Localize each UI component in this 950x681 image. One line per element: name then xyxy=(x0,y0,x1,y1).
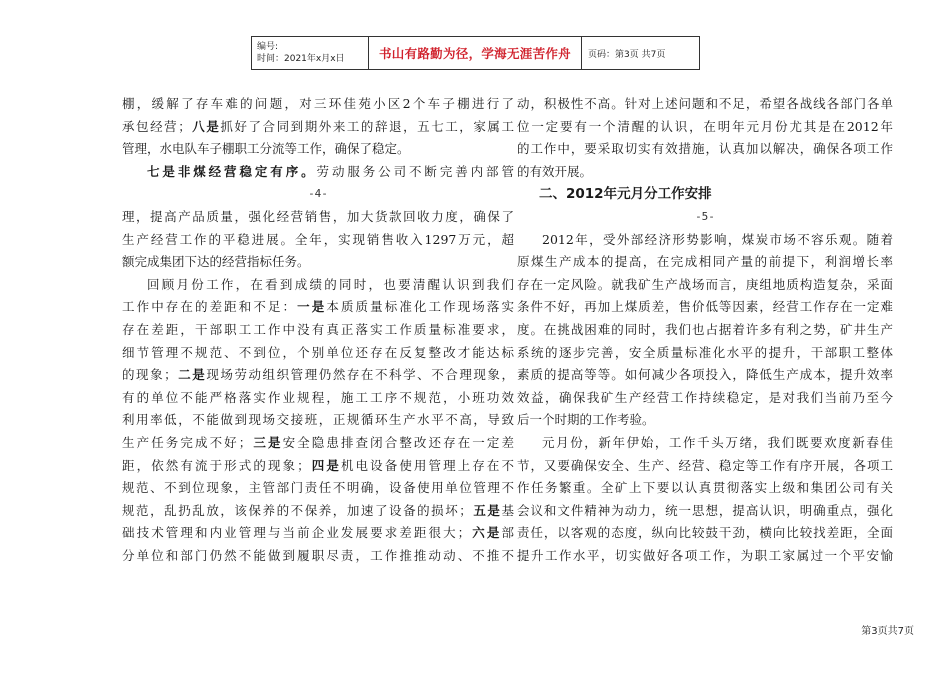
text-line: 会议和文件精神为动力，统一思想，提高认识，明确重点，强化 xyxy=(517,502,893,518)
text-line: 后一个时期的工作考验。 xyxy=(517,412,655,428)
right-text-column xyxy=(517,93,893,567)
text-line: 存在一定风险。就我矿生产战场而言，庚组地质构造复杂，采面 xyxy=(517,276,893,292)
document-header xyxy=(251,36,700,70)
header-motto: 书山有路勤为径，学海无涯苦作舟 xyxy=(369,37,582,69)
text-line: 生产任务完成不好；三是安全隐患排查闭合整改还存在一定差 xyxy=(122,434,514,450)
text-line: 额完成集团下达的经营指标任务。 xyxy=(122,254,310,270)
header-page-number: 页码：第3页 共7页 xyxy=(588,49,666,60)
text-line: 规范、不到位现象，主管部门责任不明确，设备使用单位管理不 xyxy=(122,480,514,496)
text-line: 提升工作水平，切实做好各项工作，为职工家属过一个平安愉 xyxy=(517,547,893,563)
text-line: 的有效开展。 xyxy=(517,163,593,179)
text-line: 规范，乱扔乱放，该保养的不保养，加速了设备的损坏；五是基 xyxy=(122,502,514,518)
text-line: 础技术管理和内业管理与当前企业发展要求差距很大；六是部 xyxy=(122,525,514,541)
text-line: 系统的逐步完善，安全质量标准化水平的提升，干部职工整体 xyxy=(517,344,893,360)
text-line: 利用率低，不能做到现场交接班，正规循环生产水平不高，导致 xyxy=(122,412,514,428)
text-line: 位一定要有一个清醒的认识，在明年元月份尤其是在2012年 xyxy=(517,118,893,134)
text-line: 节，又要确保安全、生产、经营、稳定等工作有序开展，各项工 xyxy=(517,457,893,473)
text-line: 存在差距，干部职工工作中没有真正落实工作质量标准要求， xyxy=(122,321,514,337)
text-line: 分单位和部门仍然不能做到履职尽责，工作推推动动、不推不 xyxy=(122,547,514,563)
text-line: 度。在挑战困难的同时，我们也占据着许多有利之势，矿井生产 xyxy=(517,321,893,337)
text-line: 的现象；二是现场劳动组织管理仍然存在不科学、不合理现象， xyxy=(122,367,514,383)
text-line: 的工作中，要采取切实有效措施，认真加以解决，确保各项工作 xyxy=(517,141,893,157)
text-line: 动，积极性不高。针对上述问题和不足，希望各战线各部门各单 xyxy=(517,96,893,111)
text-line: 2012年，受外部经济形势影响，煤炭市场不容乐观。随着 xyxy=(542,231,893,247)
text-line: 理，提高产品质量，强化经营销售，加大货款回收力度，确保了 xyxy=(122,208,514,224)
left-text-column xyxy=(122,93,514,567)
section-heading: 二、2012年元月分工作安排 xyxy=(539,186,712,203)
text-line: 工作中存在的差距和不足：一是本质质量标准化工作现场落实 xyxy=(122,299,514,315)
text-line: 承包经营；八是抓好了合同到期外来工的辞退，五七工，家属工 xyxy=(122,118,514,134)
inner-page-number: -4- xyxy=(308,187,328,201)
text-line: 细节管理不规范、不到位，个别单位还存在反复整改才能达标 xyxy=(122,344,514,360)
date-label: 时间：2021年x月x日 xyxy=(257,54,345,64)
text-line: 作任务繁重。全矿上下要以认真贯彻落实上级和集团公司有关 xyxy=(517,480,893,496)
text-line: 元月份，新年伊始，工作千头万绪，我们既要欢度新春佳 xyxy=(542,434,893,450)
text-line: 责任，以客观的态度，纵向比较鼓干劲，横向比较找差距，全面 xyxy=(517,525,893,541)
text-line: 效益，确保我矿生产经营工作持续稳定，是对我们当前乃至今 xyxy=(517,389,893,405)
text-line: 距，依然有流于形式的现象；四是机电设备使用管理上存在不 xyxy=(122,457,514,473)
text-line: 原煤生产成本的提高，在完成相同产量的前提下，利润增长率 xyxy=(517,254,893,270)
header-meta xyxy=(252,37,369,69)
text-line: 条件不好，再加上煤质差，售价低等因素，经营工作存在一定难 xyxy=(517,299,893,315)
text-line: 回顾月份工作，在看到成绩的同时，也要清醒认识到我们 xyxy=(147,276,514,292)
serial-number-label: 编号: xyxy=(257,42,279,52)
footer-page-number: 第3页共7页 xyxy=(861,626,914,637)
text-line: 七是非煤经营稳定有序。劳动服务公司不断完善内部管 xyxy=(147,163,514,179)
text-line: 管理，水电队车子棚职工分流等工作，确保了稳定。 xyxy=(122,141,410,157)
inner-page-number: -5- xyxy=(695,209,715,223)
text-line: 素质的提高等等。如何减少各项投入，降低生产成本，提升效率 xyxy=(517,367,893,383)
text-line: 有的单位不能严格落实作业规程，施工工序不规范，小班功效 xyxy=(122,389,514,405)
text-line: 棚，缓解了存车难的问题，对三环佳苑小区2个车子棚进行了 xyxy=(122,96,514,111)
text-line: 生产经营工作的平稳进展。全年，实现销售收入1297万元，超 xyxy=(122,231,514,247)
